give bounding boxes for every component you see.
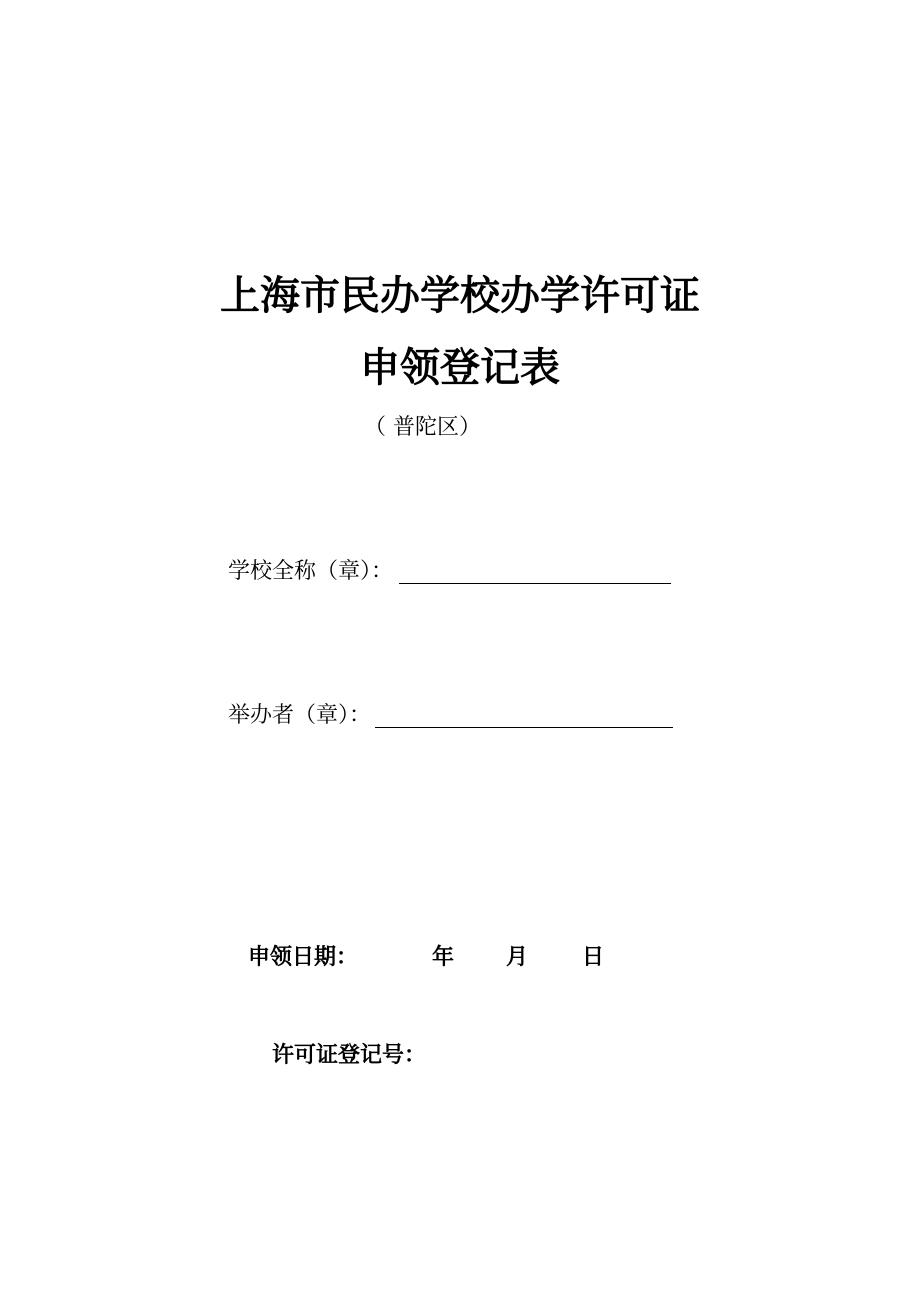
school-name-blank-line — [399, 557, 671, 584]
organizer-label: 举办者（章）： — [228, 703, 372, 728]
license-registration-number-label: 许可证登记号： — [272, 1042, 427, 1068]
organizer-field — [228, 700, 673, 732]
date-month-label: 月 — [506, 944, 529, 970]
document-title-line-2: 申领登记表 — [360, 344, 560, 391]
application-date-label: 申领日期： — [248, 944, 359, 970]
document-title-line-1: 上海市民办学校办学许可证 — [220, 272, 700, 319]
organizer-blank-line — [375, 701, 673, 728]
date-year-label: 年 — [432, 944, 455, 970]
school-name-field — [228, 556, 671, 588]
date-day-label: 日 — [582, 944, 605, 970]
district-label: （ 普陀区） — [364, 415, 481, 440]
school-name-label: 学校全称（章）： — [228, 559, 394, 584]
